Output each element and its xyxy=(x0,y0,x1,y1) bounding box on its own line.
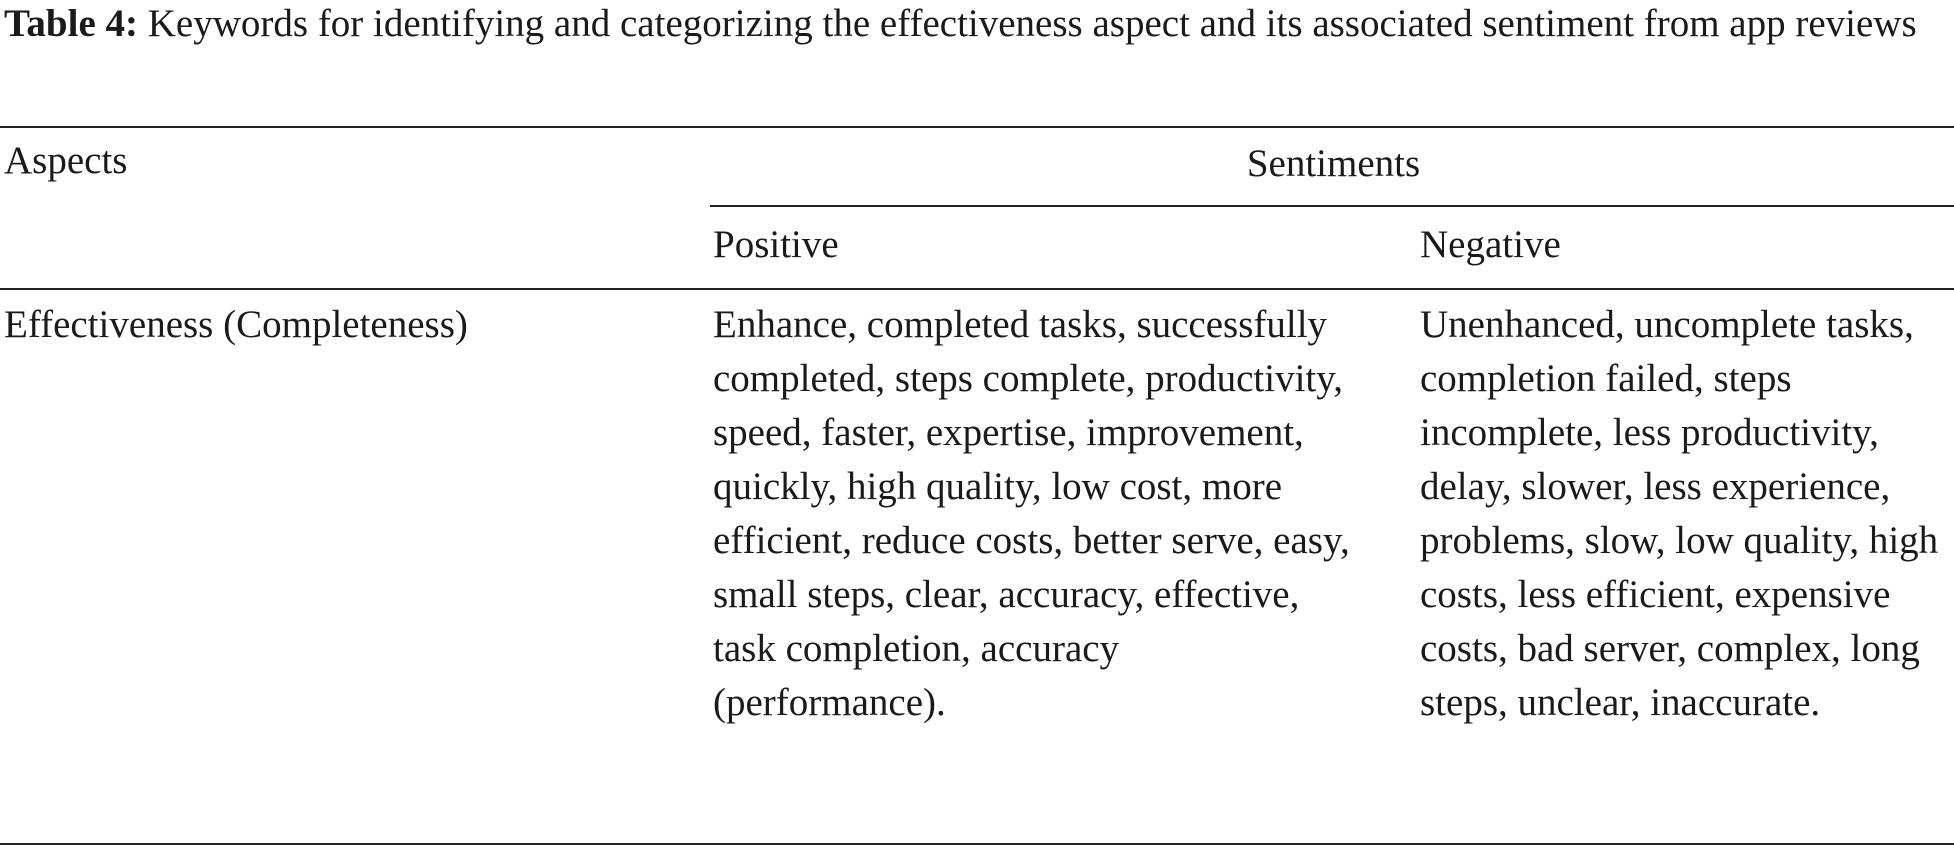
header-sentiments: Sentiments xyxy=(1246,142,1421,185)
table-caption xyxy=(4,2,1950,46)
row-aspect-cell: Effectiveness (Completeness) xyxy=(4,303,468,346)
table-caption-label: Table 4: xyxy=(4,2,139,45)
table-caption-text: Keywords for identifying and categorizing the effectiveness aspect and its associated sentiment from app reviews xyxy=(138,2,1917,45)
header-bottom-rule xyxy=(0,288,1954,290)
header-negative: Negative xyxy=(1420,223,1561,266)
table-bottom-rule xyxy=(0,843,1954,845)
sentiments-subrule xyxy=(710,205,1954,207)
row-positive-cell: Enhance, completed tasks, successfully completed, steps complete, productivity, speed, faster, expertise, improvement, quickly, high quality, low cost, more efficient, reduce costs, better serve, easy, small steps, clear, accuracy, effective, task completion, accuracy (performance). xyxy=(713,303,1350,724)
header-positive: Positive xyxy=(713,223,839,266)
header-aspects: Aspects xyxy=(4,139,128,182)
table-top-rule xyxy=(0,126,1954,128)
row-negative-cell: Unenhanced, uncomplete tasks, completion failed, steps incomplete, less productivity, delay, slower, less experience, problems, slow, low quality, high costs, less efficient, expensive costs, bad server, complex, long steps, unclear, inaccurate. xyxy=(1420,303,1939,724)
